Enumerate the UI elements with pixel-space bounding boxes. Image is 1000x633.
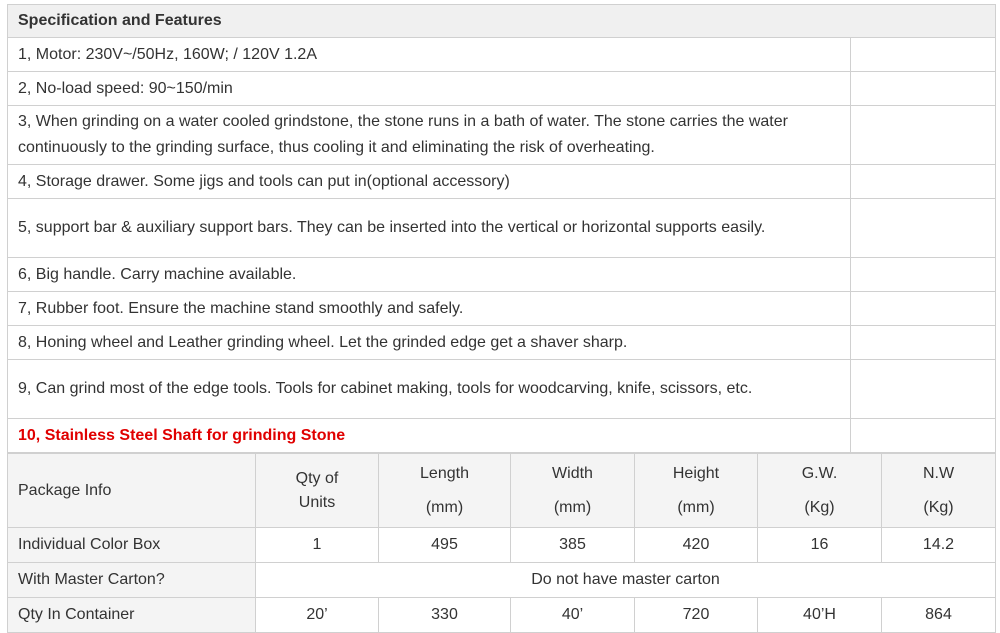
column-header-line2: Units [298,493,336,511]
feature-row [8,360,996,419]
column-header-width [511,454,635,528]
column-header-net-weight [882,454,996,528]
feature-row [8,419,996,453]
table-cell: 40’ [511,598,635,633]
table-cell: 1 [256,528,379,563]
table-cell: 40’H [758,598,882,633]
table-cell: 330 [379,598,511,633]
column-header-gross-weight [758,454,882,528]
column-header-line1: Length [420,464,469,482]
feature-row [8,165,996,199]
column-header-line2: (mm) [677,498,715,516]
table-row [8,528,996,563]
feature-row [8,326,996,360]
feature-row [8,72,996,106]
table-cell: 14.2 [882,528,996,563]
spec-header: Specification and Features [8,5,996,38]
feature-side-cell [851,165,996,199]
feature-10: 10, Stainless Steel Shaft for grinding Stone [8,419,851,453]
feature-row [8,292,996,326]
table-row [8,563,996,598]
row-label: With Master Carton? [8,563,256,598]
table-row [8,598,996,633]
feature-7: 7, Rubber foot. Ensure the machine stand smoothly and safely. [8,292,851,326]
column-header-line2: (Kg) [923,498,954,516]
column-header-line1: Qty of [295,469,339,487]
product-info [7,4,995,633]
feature-side-cell [851,419,996,453]
spec-header-row [8,5,996,38]
feature-3: 3, When grinding on a water cooled grindstone, the stone runs in a bath of water. The stone carries the water continuously to the grinding surface, thus cooling it and eliminating the risk of overheating. [8,106,851,165]
row-label: Qty In Container [8,598,256,633]
column-header-line2: (mm) [425,498,464,516]
feature-8: 8, Honing wheel and Leather grinding wheel. Let the grinded edge get a shaver sharp. [8,326,851,360]
feature-5: 5, support bar & auxiliary support bars. They can be inserted into the vertical or horizontal supports easily. [8,199,851,258]
feature-row [8,38,996,72]
feature-row [8,258,996,292]
column-header-line1: G.W. [801,464,838,482]
feature-side-cell [851,106,996,165]
column-header-height [635,454,758,528]
column-header-line1: Width [552,464,593,482]
feature-row [8,106,996,165]
table-cell: 420 [635,528,758,563]
feature-6: 6, Big handle. Carry machine available. [8,258,851,292]
feature-side-cell [851,38,996,72]
table-cell: 385 [511,528,635,563]
feature-2: 2, No-load speed: 90~150/min [8,72,851,106]
package-table [7,453,996,633]
feature-side-cell [851,360,996,419]
package-header-row [8,454,996,528]
package-info-label: Package Info [8,454,256,528]
feature-side-cell [851,326,996,360]
row-label: Individual Color Box [8,528,256,563]
feature-9: 9, Can grind most of the edge tools. Tools for cabinet making, tools for woodcarving, knife, scissors, etc. [8,360,851,419]
feature-side-cell [851,199,996,258]
column-header-length [379,454,511,528]
spec-table [7,4,996,453]
feature-side-cell [851,72,996,106]
table-cell: 864 [882,598,996,633]
column-header-line1: Height [672,464,720,482]
column-header-qty [256,454,379,528]
feature-row [8,199,996,258]
column-header-line2: (mm) [553,498,592,516]
feature-side-cell [851,292,996,326]
feature-side-cell [851,258,996,292]
feature-4: 4, Storage drawer. Some jigs and tools can put in(optional accessory) [8,165,851,199]
table-cell: 495 [379,528,511,563]
table-cell: 20’ [256,598,379,633]
merged-cell: Do not have master carton [256,563,996,598]
feature-1: 1, Motor: 230V~/50Hz, 160W; / 120V 1.2A [8,38,851,72]
column-header-line2: (Kg) [804,498,835,516]
table-cell: 720 [635,598,758,633]
column-header-line1: N.W [922,464,955,482]
table-cell: 16 [758,528,882,563]
